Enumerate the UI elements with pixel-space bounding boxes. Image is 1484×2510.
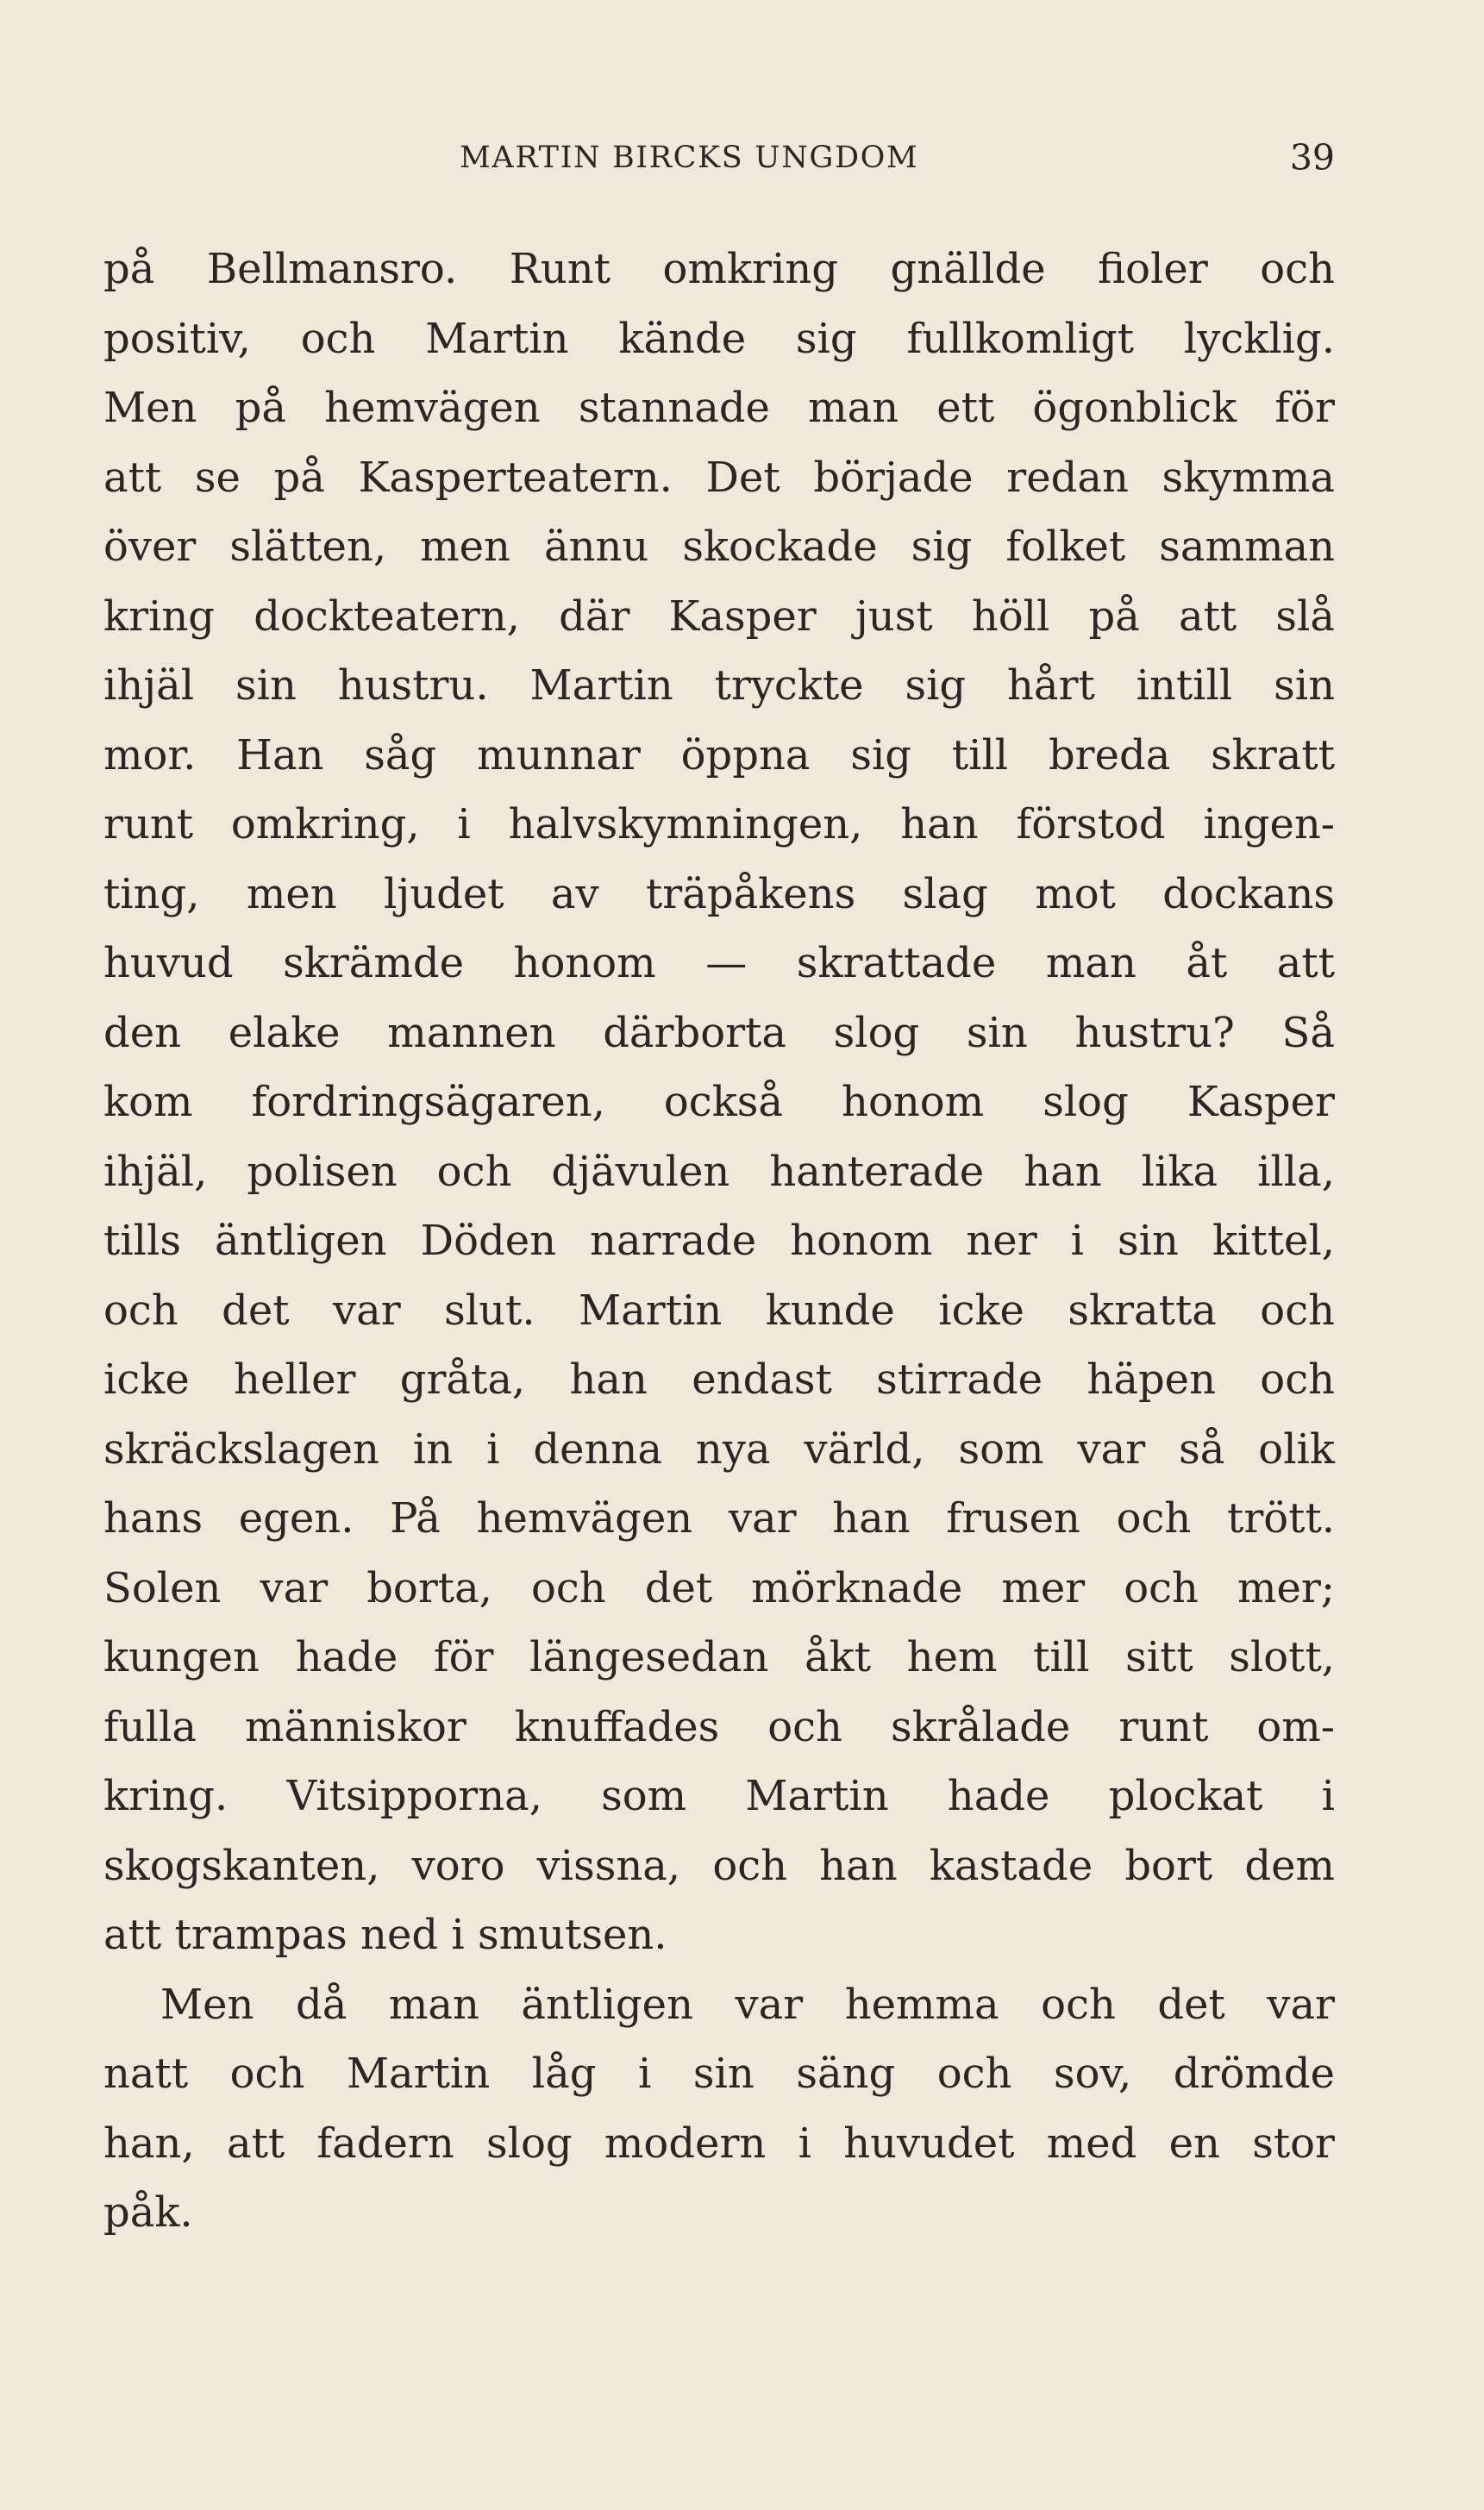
text-line: den elake mannen därborta slog sin hustru? Så [103, 1008, 1335, 1057]
text-line: skräckslagen in i denna nya värld, som var så olik [103, 1424, 1335, 1474]
text-line-paragraph-end: att trampas ned i smutsen. [103, 1911, 667, 1959]
text-line: natt och Martin låg i sin säng och sov, drömde [103, 2050, 1335, 2098]
text-line: hans egen. På hemvägen var han frusen och trött. [103, 1494, 1335, 1543]
text-line: kom fordringsägaren, också honom slog Kasper [103, 1078, 1335, 1126]
text-line: och det var slut. Martin kunde icke skratta och [103, 1286, 1335, 1335]
text-line: huvud skrämde honom — skrattade man åt att [103, 939, 1335, 987]
text-line: ihjäl sin hustru. Martin tryckte sig hårt intill sin [103, 661, 1335, 710]
text-line: ihjäl, polisen och djävulen hanterade han lika illa, [103, 1147, 1335, 1196]
text-line: kring dockteatern, där Kasper just höll på att slå [103, 592, 1335, 641]
text-line: Solen var borta, och det mörknade mer och mer; [103, 1563, 1335, 1612]
text-line-paragraph-end: påk. [103, 2188, 193, 2237]
page-number: 39 [1289, 137, 1335, 178]
text-line: på Bellmansro. Runt omkring gnällde fioler och [103, 245, 1335, 293]
running-header [103, 136, 1335, 188]
text-line: han, att fadern slog modern i huvudet med en stor [103, 2119, 1335, 2168]
text-line: tills äntligen Döden narrade honom ner i sin kittel, [103, 1217, 1335, 1265]
text-line: kungen hade för längesedan åkt hem till sitt slott, [103, 1633, 1335, 1681]
text-line-paragraph-start: Men då man äntligen var hemma och det var [160, 1980, 1335, 2029]
text-line: skogskanten, voro vissna, och han kastade bort dem [103, 1841, 1335, 1890]
text-line: mor. Han såg munnar öppna sig till breda skratt [103, 730, 1335, 779]
text-line: att se på Kasperteatern. Det började redan skymma [103, 453, 1335, 502]
text-line: över slätten, men ännu skockade sig folket samman [103, 523, 1335, 571]
text-line: runt omkring, i halvskymningen, han förstod ingen- [103, 800, 1335, 848]
text-line: Men på hemvägen stannade man ett ögonblick för [103, 384, 1335, 432]
body-text [103, 235, 1335, 2248]
text-line: fulla människor knuffades och skrålade runt om- [103, 1702, 1335, 1751]
running-title: MARTIN BIRCKS UNGDOM [460, 141, 919, 175]
text-line: kring. Vitsipporna, som Martin hade plockat i [103, 1772, 1335, 1820]
text-line: icke heller gråta, han endast stirrade häpen och [103, 1355, 1335, 1404]
text-line: ting, men ljudet av träpåkens slag mot dockans [103, 869, 1335, 918]
text-line: positiv, och Martin kände sig fullkomligt lycklig. [103, 314, 1335, 363]
